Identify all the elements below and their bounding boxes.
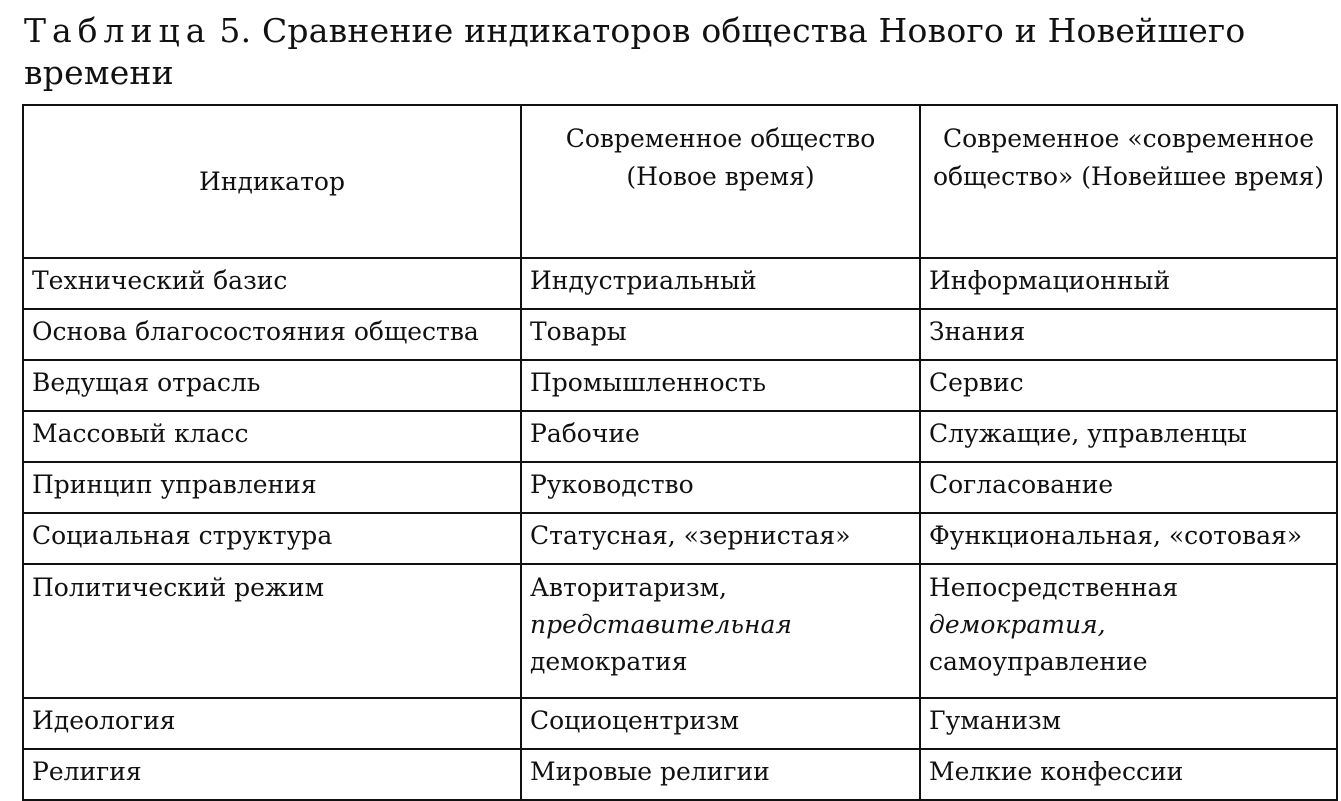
table-row — [23, 360, 1337, 411]
table-row — [23, 698, 1337, 749]
cell-contemporary: Сервис — [920, 360, 1337, 411]
cell-line: демократия, — [929, 610, 1106, 639]
table-caption — [24, 10, 1324, 94]
cell-modern — [521, 564, 920, 698]
cell-indicator: Ведущая отрасль — [23, 360, 521, 411]
cell-indicator: Массовый класс — [23, 411, 521, 462]
cell-indicator: Политический режим — [23, 564, 521, 698]
cell-line: представительная — [530, 610, 792, 639]
cell-line: демократия — [530, 647, 688, 676]
cell-contemporary: Гуманизм — [920, 698, 1337, 749]
cell-indicator: Основа благосостояния общества — [23, 309, 521, 360]
cell-contemporary: Служащие, управленцы — [920, 411, 1337, 462]
cell-modern: Товары — [521, 309, 920, 360]
table-caption-text: 5. Сравнение индикаторов общества Нового и Новейшего времени — [24, 11, 1246, 92]
cell-indicator: Принцип управления — [23, 462, 521, 513]
table-row — [23, 513, 1337, 564]
cell-indicator: Технический базис — [23, 258, 521, 309]
header-indicator: Индикатор — [23, 105, 521, 258]
table-row — [23, 749, 1337, 800]
cell-modern: Промышленность — [521, 360, 920, 411]
cell-contemporary: Знания — [920, 309, 1337, 360]
comparison-table — [22, 104, 1338, 801]
cell-contemporary: Информационный — [920, 258, 1337, 309]
table-row — [23, 564, 1337, 698]
cell-contemporary: Мелкие конфессии — [920, 749, 1337, 800]
cell-contemporary: Функциональная, «сотовая» — [920, 513, 1337, 564]
cell-indicator: Идеология — [23, 698, 521, 749]
cell-modern: Руководство — [521, 462, 920, 513]
cell-contemporary — [920, 564, 1337, 698]
table-row — [23, 462, 1337, 513]
cell-modern: Индустриальный — [521, 258, 920, 309]
header-row — [23, 105, 1337, 258]
cell-modern: Мировые религии — [521, 749, 920, 800]
cell-line: самоуправление — [929, 647, 1148, 676]
cell-indicator: Религия — [23, 749, 521, 800]
cell-modern: Рабочие — [521, 411, 920, 462]
cell-modern: Статусная, «зернистая» — [521, 513, 920, 564]
table-row — [23, 258, 1337, 309]
table-caption-label: Таблица — [24, 11, 212, 50]
header-contemporary-society: Современное «современное общество» (Новейшее время) — [920, 105, 1337, 258]
cell-line: Авторитаризм, — [530, 573, 727, 602]
header-modern-society: Современное общество (Новое время) — [521, 105, 920, 258]
table-row — [23, 309, 1337, 360]
cell-modern: Социоцентризм — [521, 698, 920, 749]
table-row — [23, 411, 1337, 462]
cell-line: Непосредственная — [929, 573, 1179, 602]
cell-indicator: Социальная структура — [23, 513, 521, 564]
cell-contemporary: Согласование — [920, 462, 1337, 513]
